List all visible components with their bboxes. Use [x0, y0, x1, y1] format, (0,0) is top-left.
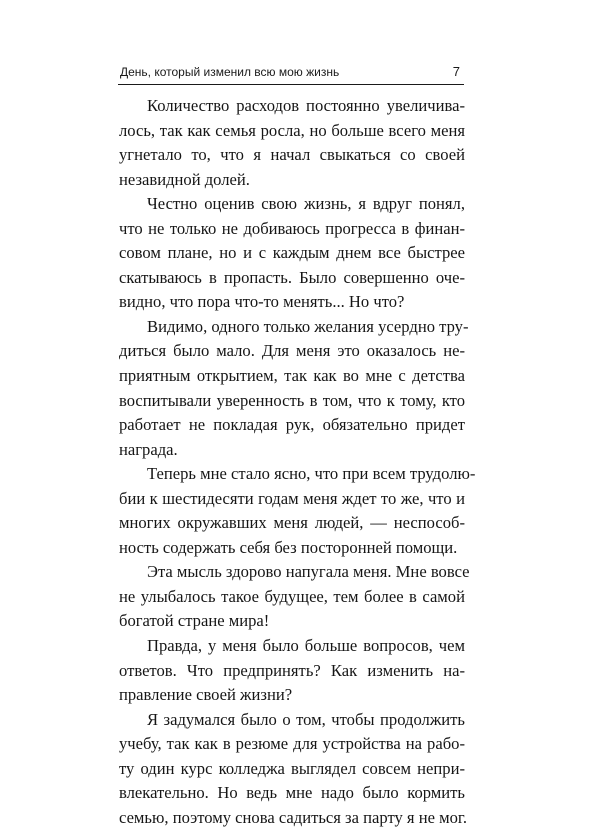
text-line: незавидной долей. — [119, 169, 250, 189]
text-line: видно, что пора что-то менять... Но что? — [119, 292, 405, 312]
text-line: Количество расходов постоянно увеличива- — [147, 96, 465, 115]
text-line: учебу, так как в резюме для устройства на рабо- — [119, 734, 465, 754]
text-line: ту один курс колледжа выглядел совсем непри- — [119, 758, 465, 778]
text-line: скатываюсь в пропасть. Было совершенно оче- — [119, 267, 465, 287]
text-line: Эта мысль здорово напугала меня. Мне вовсе — [147, 562, 470, 582]
chapter-title: День, который изменил всю мою жизнь — [120, 65, 340, 79]
text-line: воспитывали уверенность в том, что к тому, кто — [119, 390, 465, 410]
text-line: влекательно. Но ведь мне надо было кормить — [119, 783, 465, 803]
running-header — [118, 62, 464, 85]
paragraph — [119, 315, 469, 462]
text-line: Я задумался было о том, чтобы продолжить — [147, 709, 465, 729]
paragraph — [119, 560, 470, 634]
body-text — [119, 94, 476, 830]
paragraph — [119, 94, 465, 192]
text-line: ответов. Что предпринять? Как изменить на- — [119, 660, 465, 680]
text-line: что не только не добиваюсь прогресса в финан- — [119, 218, 465, 238]
text-line: диться было мало. Для меня это оказалось не- — [119, 341, 465, 361]
text-line: Видимо, одного только желания усердно тру- — [147, 316, 469, 336]
text-line: приятным открытием, так как во мне с детства — [119, 366, 465, 386]
paragraph — [119, 192, 465, 315]
text-line: правление своей жизни? — [119, 685, 293, 705]
text-line: богатой стране мира! — [119, 611, 270, 631]
text-line: ность содержать себя без посторонней помощи. — [119, 537, 458, 557]
text-line: Честно оценив свою жизнь, я вдруг понял, — [147, 194, 465, 214]
text-line: бии к шестидесяти годам меня ждет то же, что и — [119, 488, 465, 508]
text-line: Правда, у меня было больше вопросов, чем — [147, 636, 465, 656]
text-line: угнетало то, что я начал свыкаться со своей — [119, 145, 465, 165]
page-number: 7 — [452, 64, 460, 79]
text-line: работает не покладая рук, обязательно придет — [119, 415, 465, 435]
paragraph — [119, 462, 476, 560]
paragraph — [119, 708, 465, 830]
text-line: не улыбалось такое будущее, тем более в самой — [119, 586, 465, 606]
paragraph — [119, 634, 465, 708]
text-line: многих окружавших меня людей, — неспособ- — [119, 513, 465, 533]
text-line: Теперь мне стало ясно, что при всем трудолю- — [147, 464, 476, 484]
text-line: лось, так как семья росла, но больше всего меня — [119, 120, 465, 140]
text-line: совом плане, но и с каждым днем все быстрее — [119, 243, 465, 263]
text-line: семью, поэтому снова садиться за парту я не мог. — [119, 807, 467, 827]
text-line: награда. — [119, 439, 178, 459]
